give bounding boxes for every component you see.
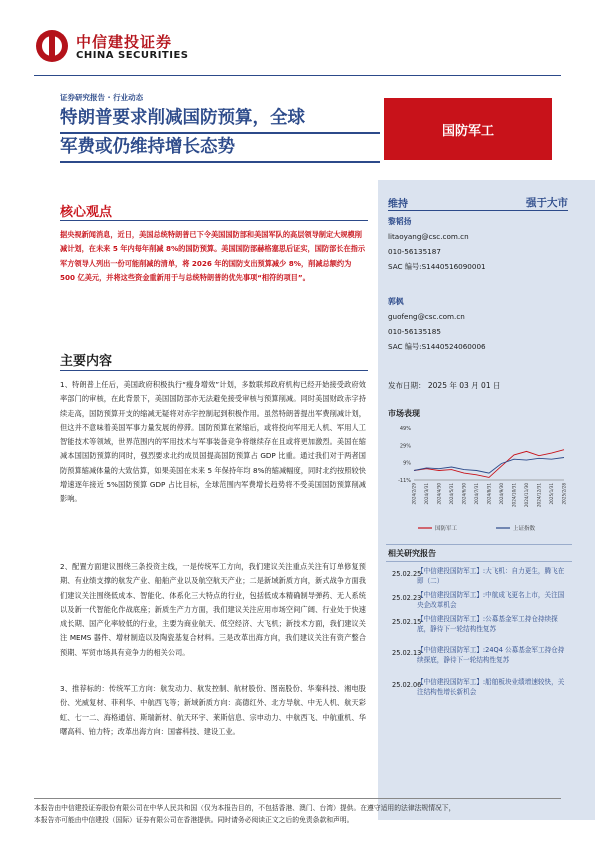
disclaimer-line-2: 本报告亦可能由中信建投（国际）证券有限公司在香港提供。同时请务必阅读正文之后的免责条款和声明。 (34, 816, 354, 824)
related-divider (386, 561, 572, 562)
core-view-title: 核心观点 (60, 205, 113, 220)
market-chart-svg (388, 420, 568, 540)
analyst-card (388, 214, 486, 274)
report-title-line-2: 军费或仍维持增长态势 (60, 137, 235, 157)
rating-action: 维持 (388, 199, 408, 210)
related-link[interactable]: 【中信建投国防军工】:船舶板块业绩增速较快，关注结构性增长新机会 (417, 678, 565, 696)
analyst-email: guofeng@csc.com.cn (388, 312, 465, 321)
main-paragraph: 1、特朗普上任后，美国政府积极执行“瘦身增效”计划，多数联邦政府机构已经开始接受政府效率部门的审核，在此背景下，美国国防部亦无法避免接受审核与预算削减。同时美国财政赤字持续走高，国防预算开支的缩减无疑将对赤字控制起到积极作用。虽然特朗普提出军费削减计划，但这并不意味着美国军事力量发展的停滞。国防预算在紧缩后，或将投向军用无人机、军用人工智能技术等领域，世界范围内的军用技术与军事装备竞争将继续存在且或将更加激烈。美国在缩减本国国防预算的同时，强烈要求北约成员国提高国防预算占 GDP 比重。通过我们对于两者国防预算缩减体量的大致估算，如果美国在未来 5 年保持年均 8%的缩减幅度，同时北约按照较快增速逐年接近 5%国防预算 GDP 占比目标，全球范围内军费增长趋势将不受美国国防预算削减影响。 (60, 380, 366, 504)
related-divider (386, 544, 572, 545)
analyst-card (388, 294, 486, 354)
x-tick-label: 2024/9/30 (499, 483, 504, 505)
x-tick-label: 2024/3/31 (424, 483, 429, 505)
x-tick-label: 2024/6/30 (461, 483, 467, 505)
related-link[interactable]: 【中信建投国防军工】:24Q4 公募基金军工持仓持续探底，静待下一轮结构性复苏 (417, 646, 565, 664)
main-content-title: 主要内容 (60, 354, 113, 369)
rating-value: 强于大市 (526, 197, 568, 209)
footer-divider (34, 798, 561, 799)
core-view-text: 据央视新闻消息，近日，美国总统特朗普已下令美国国防部和美国军队的高层领导制定大规模削减计划，在未来 5 年内每年削减 8%的国防预算。美国国防部赫格塞思后证实，国防部长在指示军方领导人列出一份可能削减的清单，将 2026 年的国防支出预算减少 8%，削减总额约为 500 亿美元，并将这些资金重新用于与总统特朗普的优先事项“相符的项目”。 (60, 230, 366, 282)
y-tick-label: -11% (398, 478, 411, 484)
logo-mark-icon (34, 28, 70, 64)
company-logo (34, 28, 224, 68)
x-tick-label: 2024/7/31 (474, 483, 479, 505)
y-tick-label: 49% (399, 426, 411, 432)
analyst-name: 郭枫 (388, 297, 404, 306)
analyst-sac: SAC 编号:S1440524060006 (388, 342, 486, 351)
market-chart (388, 420, 568, 540)
related-item[interactable] (392, 614, 570, 644)
sector-label: 国防军工 (384, 98, 552, 160)
related-link[interactable]: 【中信建投国防军工】:公募基金军工持仓持续探底，静待下一轮结构性复苏 (417, 615, 558, 633)
rating-divider (388, 210, 568, 211)
header-divider (34, 75, 561, 76)
report-title-line-1: 特朗普要求削减国防预算，全球 (60, 108, 305, 128)
x-tick-label: 2024/12/31 (536, 483, 542, 508)
logo-name-en: CHINA SECURITIES (76, 50, 189, 61)
legend-label: 国防军工 (435, 526, 458, 532)
x-tick-label: 2024/2/29 (411, 483, 417, 505)
related-item[interactable] (392, 590, 570, 614)
related-item[interactable] (392, 677, 570, 707)
related-date: 25.02.06 (392, 681, 422, 689)
x-tick-label: 2024/5/31 (449, 483, 454, 505)
related-link[interactable]: 【中信建投国防军工】:大飞机：自力更生，腾飞在即（二） (417, 567, 565, 585)
x-tick-label: 2024/8/31 (486, 483, 492, 505)
related-date: 25.02.25 (392, 570, 422, 578)
legend-label: 上证指数 (513, 526, 536, 532)
x-tick-label: 2025/2/28 (561, 483, 567, 505)
related-link[interactable]: 【中信建投国防军工】:中航成飞更名上市，关注国央企改革机会 (417, 591, 565, 609)
y-tick-label: 9% (403, 460, 411, 467)
x-tick-label: 2025/1/31 (549, 483, 554, 505)
x-tick-label: 2024/11/30 (524, 483, 529, 508)
disclaimer (34, 802, 564, 826)
breadcrumb: 证券研究报告 · 行业动态 (60, 93, 144, 102)
analyst-phone: 010-56135185 (388, 327, 441, 336)
main-paragraph: 2、配置方面建议围绕三条投资主线，一是传统军工方向，我们建议关注重点关注有订单修复预期、有业绩支撑的航发产业、船舶产业以及航空航天产业；二是新域新质方向，新式战争方面我们建议关注围绕低成本、智能化、体系化三大特点的行业，包括低成本精确制导弹药、无人系统以及新一代智能化作战底座；新质生产力方面，我们建议关注应用市场空间广阔、行业处于快速成长期、国产化率较低的行业，主要为商业航天、低空经济、大飞机；新技术方面，我们建议关注 MEMS 器件、增材制造以及陶瓷基复合材料。三是改革出海方向，我们建议关注有资产整合预期、军贸市场具有竞争力的相关公司。 (60, 562, 366, 657)
title-underline-2 (60, 161, 380, 163)
main-content-divider (60, 370, 368, 371)
logo-name-cn: 中信建投证券 (76, 33, 173, 51)
x-tick-label: 2024/4/30 (436, 483, 442, 505)
related-item[interactable] (392, 645, 570, 675)
related-item[interactable] (392, 566, 570, 590)
related-title: 相关研究报告 (388, 549, 436, 558)
main-paragraph: 3、推荐标的：传统军工方向：航发动力、航发控制、航材股份、图南股份、华秦科技、湘电股份、光威复材、菲利华、中航西飞等；新域新质方向：高德红外、北方导航、中无人机、航天彩虹、七一二、海格通信、斯瑞新材、航天环宇、莱斯信息、宗申动力、中航西飞、中航重机、华曙高科、铂力特；改革出海方向：国睿科技、建设工业。 (60, 684, 366, 736)
analyst-email: litaoyang@csc.com.cn (388, 232, 469, 241)
related-date: 25.02.15 (392, 618, 422, 626)
series-line (414, 458, 564, 474)
analyst-sac: SAC 编号:S1440516090001 (388, 262, 486, 271)
related-date: 25.02.23 (392, 594, 422, 602)
analyst-name: 黎韬扬 (388, 217, 412, 226)
market-section-title: 市场表现 (388, 409, 420, 418)
related-date: 25.02.13 (392, 649, 422, 657)
analyst-phone: 010-56135187 (388, 247, 441, 256)
x-tick-label: 2024/10/31 (511, 483, 517, 508)
title-underline-1 (60, 132, 380, 134)
y-tick-label: 29% (399, 443, 411, 450)
disclaimer-line-1: 本报告由中信建投证券股份有限公司在中华人民共和国（仅为本报告目的，不包括香港、澳门、台湾）提供。在遵守适用的法律法规情况下， (34, 804, 456, 812)
publish-date: 发布日期： 2025 年 03 月 01 日 (388, 381, 501, 390)
core-view-divider (60, 220, 368, 221)
